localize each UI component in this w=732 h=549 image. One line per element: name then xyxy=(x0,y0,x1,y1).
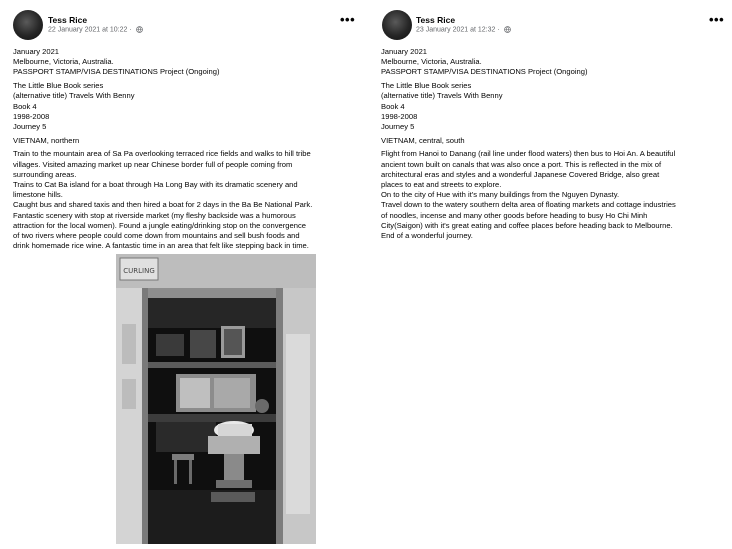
barber-shop-photo[interactable] xyxy=(116,254,316,544)
post-timestamp[interactable]: 23 January 2021 at 12:32 xyxy=(416,26,496,34)
story-line: End of a wonderful journey. xyxy=(381,230,473,240)
story-line: ancient town built on canals that was also once a port. This is reflected in the mix of xyxy=(381,159,662,169)
post-timestamp[interactable]: 22 January 2021 at 10:22 xyxy=(48,26,128,34)
series-line: Book 4 xyxy=(381,101,405,111)
post-meta xyxy=(416,26,511,33)
shop-sign-text: CURLING xyxy=(123,267,155,275)
story-line: Travel down to the watery southern delta area of floating markets and cottage industries xyxy=(381,200,676,210)
story-line: On to the city of Hue with it's many buildings from the Nguyen Dynasty. xyxy=(381,190,620,200)
series-line: The Little Blue Book series xyxy=(381,81,472,91)
more-options-icon[interactable]: ••• xyxy=(340,12,356,27)
location-line: Melbourne, Victoria, Australia. xyxy=(13,57,114,67)
post-text xyxy=(381,47,732,241)
date-line: January 2021 xyxy=(381,47,428,56)
story-line: of two rivers where people could come down from mountains and sell bush foods and xyxy=(13,230,300,240)
author-name[interactable]: Tess Rice xyxy=(416,15,456,25)
story-line: places to eat and streets to explore. xyxy=(381,179,502,189)
series-line: 1998-2008 xyxy=(381,111,418,121)
story-line: architectural eras and styles and a wonderful Japanese Covered Bridge, also great xyxy=(381,169,660,179)
author-name[interactable]: Tess Rice xyxy=(48,15,88,25)
story-line: drink homemade rice wine. A fantastic time in an area that felt like stepping back in time. xyxy=(13,241,309,251)
meta-separator: · xyxy=(497,26,500,34)
date-line: January 2021 xyxy=(13,47,60,56)
meta-separator: · xyxy=(129,26,132,34)
story-line: limestone hills. xyxy=(13,190,63,200)
series-line: The Little Blue Book series xyxy=(13,81,104,91)
post-text xyxy=(13,47,353,251)
story-line: Train to the mountain area of Sa Pa overlooking terraced rice fields and walks to hill tribe xyxy=(13,149,311,159)
story-line: Caught bus and shared taxis and then hired a boat for 2 days in the Ba Be National Park. xyxy=(13,200,313,210)
series-line: 1998-2008 xyxy=(13,111,50,121)
region-line: VIETNAM, central, south xyxy=(381,135,465,145)
project-line: PASSPORT STAMP/VISA DESTINATIONS Project (Ongoing) xyxy=(381,67,588,77)
globe-icon xyxy=(504,26,511,33)
story-line: surrounding areas. xyxy=(13,169,77,179)
region-line: VIETNAM, northern xyxy=(13,135,80,145)
globe-icon xyxy=(136,26,143,33)
story-line: Fantastic scenery with stop at riverside market (my fleshy backside was a humorous xyxy=(13,210,296,220)
avatar[interactable] xyxy=(382,10,412,40)
series-line: (alternative title) Travels With Benny xyxy=(13,91,135,101)
story-line: Flight from Hanoi to Danang (rail line under flood waters) then bus to Hoi An. A beautiful xyxy=(381,149,676,159)
series-line: Journey 5 xyxy=(381,121,415,131)
location-line: Melbourne, Victoria, Australia. xyxy=(381,57,482,67)
series-line: Journey 5 xyxy=(13,121,47,131)
series-line: (alternative title) Travels With Benny xyxy=(381,91,503,101)
story-line: Trains to Cat Ba island for a boat through Ha Long Bay with its dramatic scenery and xyxy=(13,179,298,189)
story-line: attraction for the local women). Found a jungle eating/drinking stop on the convergence xyxy=(13,220,306,230)
avatar[interactable] xyxy=(13,10,43,40)
series-line: Book 4 xyxy=(13,101,37,111)
more-options-icon[interactable]: ••• xyxy=(709,12,725,27)
post-meta xyxy=(48,26,143,33)
story-line: of noodles, incense and many other goods before heading to busy Ho Chi Minh xyxy=(381,210,648,220)
story-line: villages. Visited amazing market up near Chinese border full of people coming from xyxy=(13,159,293,169)
project-line: PASSPORT STAMP/VISA DESTINATIONS Project (Ongoing) xyxy=(13,67,220,77)
story-line: City(Saigon) with it's great eating and coffee places before heading back to Melbourne. xyxy=(381,220,673,230)
